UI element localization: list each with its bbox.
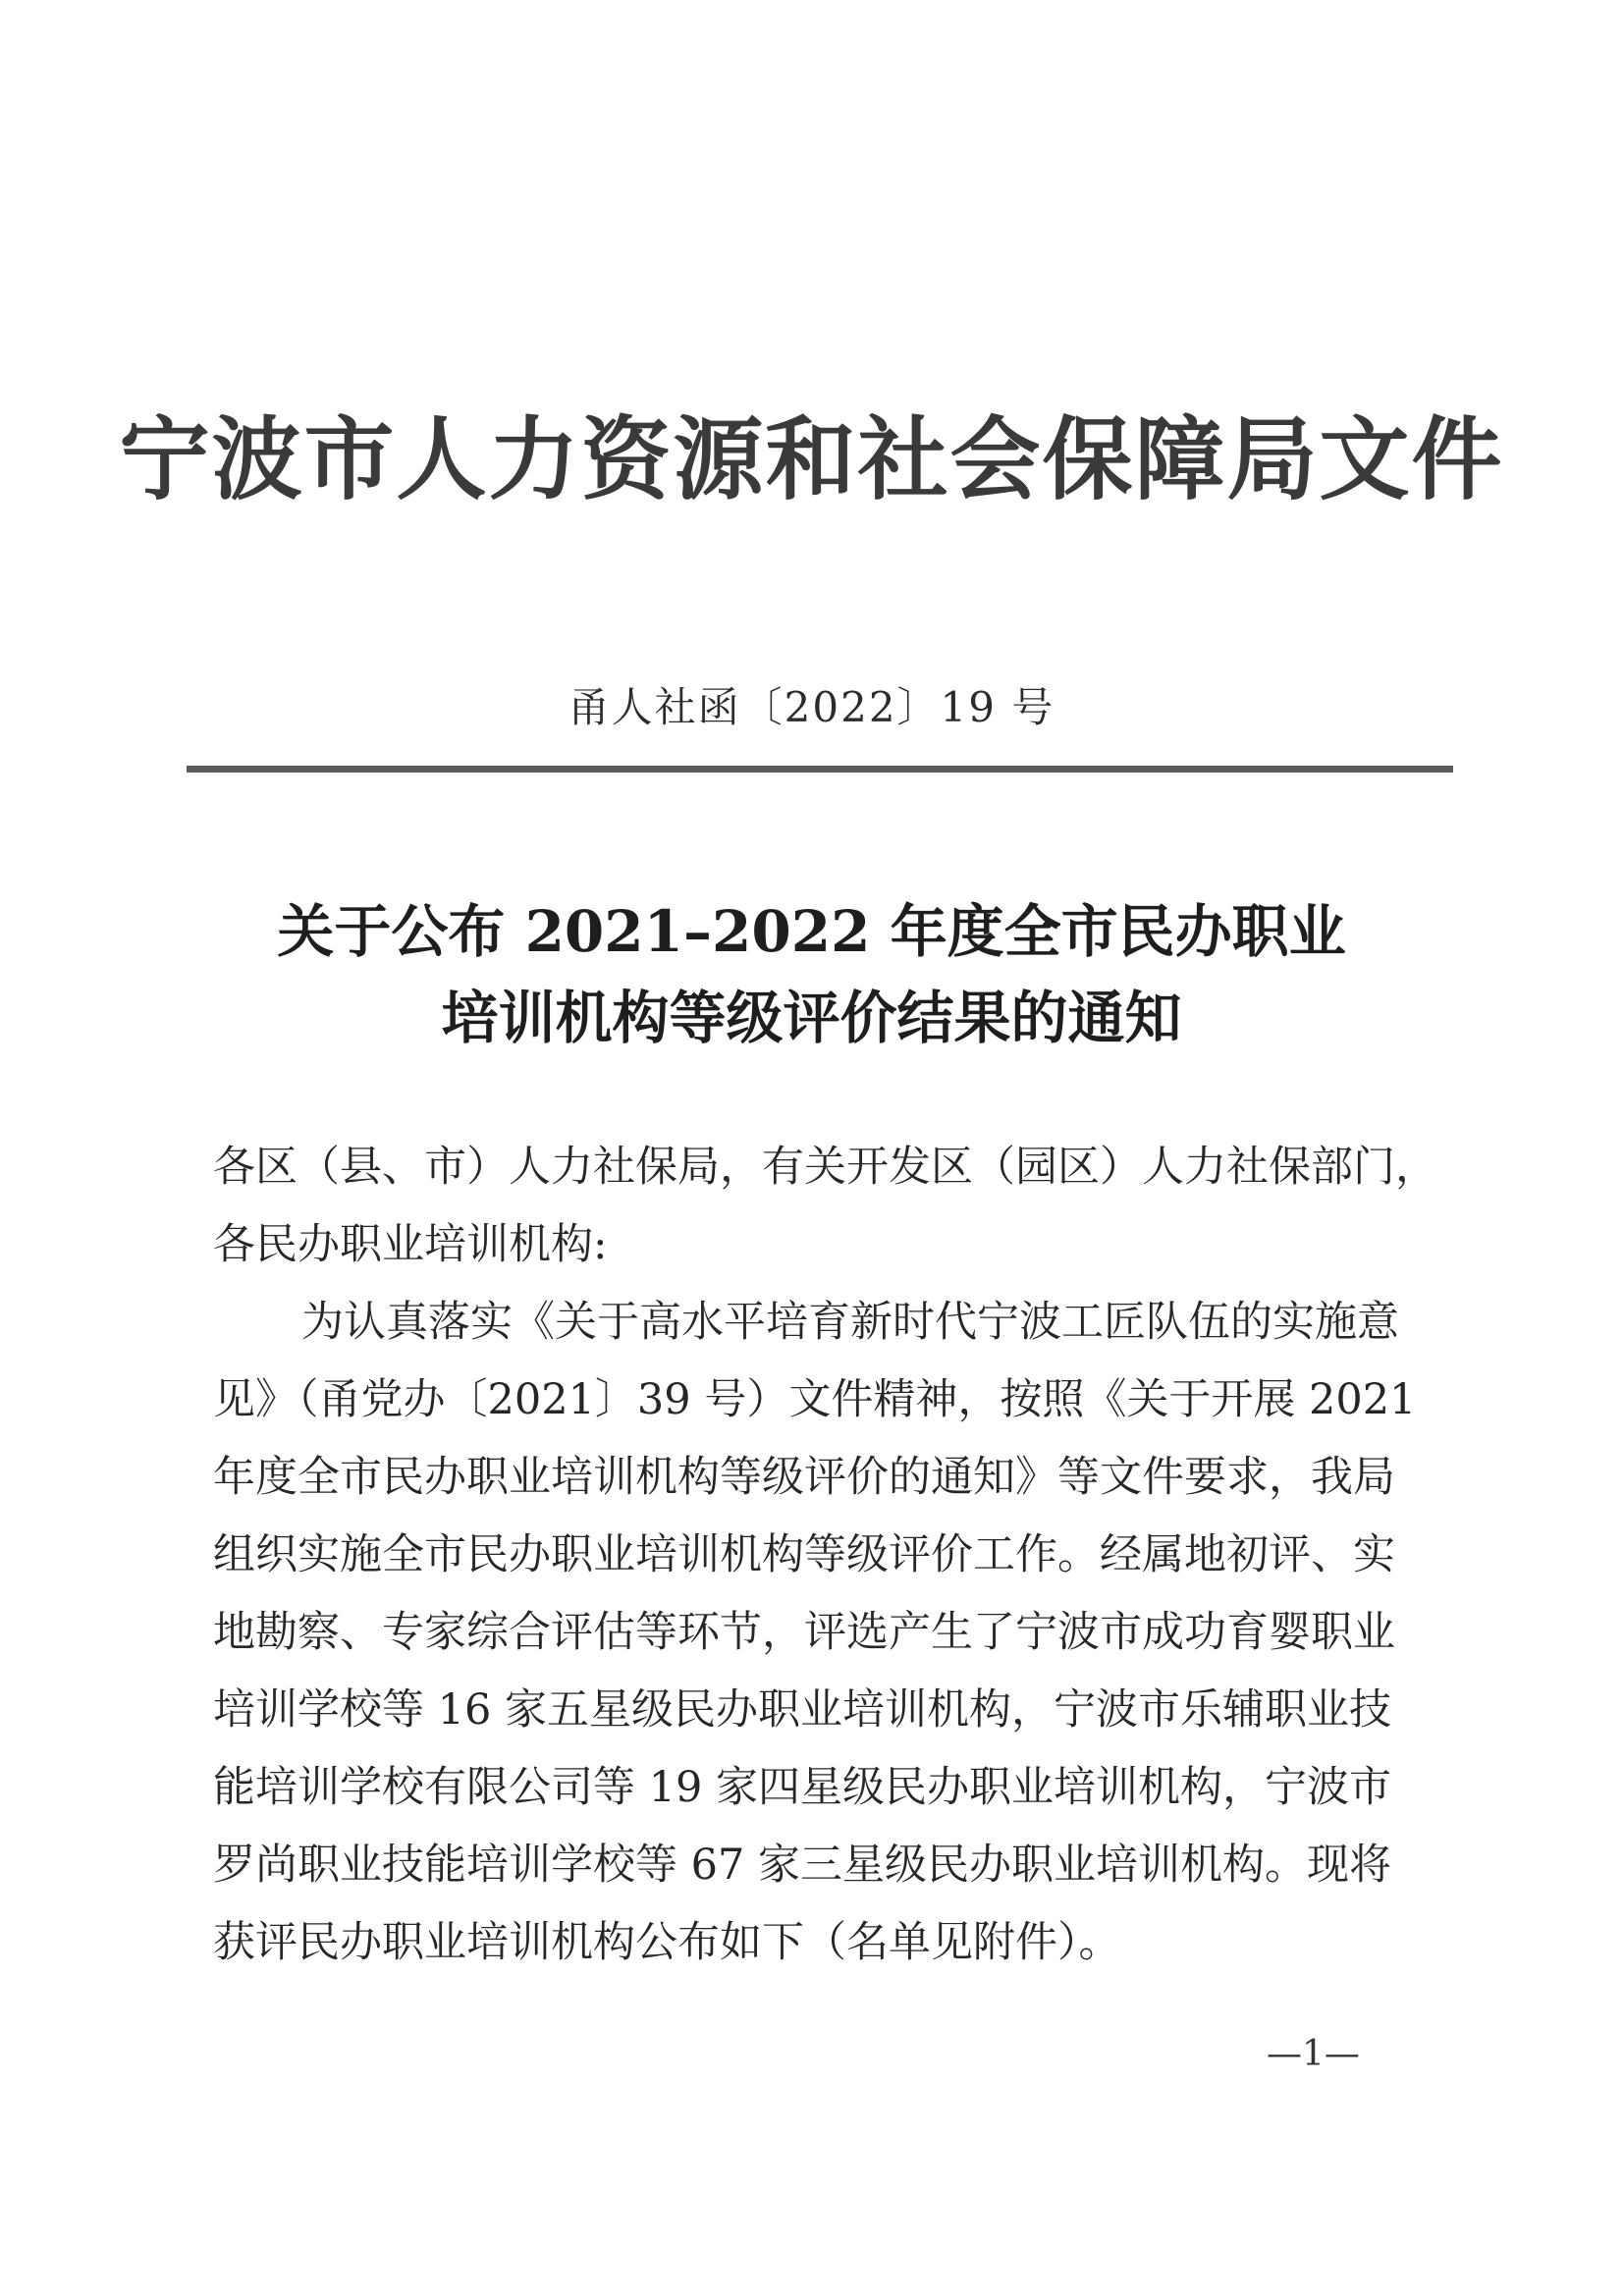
body-paragraph bbox=[213, 1284, 1431, 1982]
body-line: 年度全市民办职业培训机构等级评价的通知》等文件要求，我局 bbox=[213, 1453, 1395, 1502]
body-line: 地勘察、专家综合评估等环节，评选产生了宁波市成功育婴职业 bbox=[213, 1608, 1395, 1657]
body-line: 培训学校等 16 家五星级民办职业培训机构，宁波市乐辅职业技 bbox=[213, 1685, 1392, 1735]
body-line: 能培训学校有限公司等 19 家四星级民办职业培训机构，宁波市 bbox=[213, 1763, 1392, 1812]
page-number: —1— bbox=[1267, 2034, 1360, 2074]
document-number: 甬人社函〔2022〕19 号 bbox=[568, 683, 1055, 731]
notice-title-line-1: 关于公布 2021–2022 年度全市民办职业 bbox=[277, 898, 1346, 965]
body-line: 组织实施全市民办职业培训机构等级评价工作。经属地初评、实 bbox=[213, 1530, 1395, 1579]
recipients-block bbox=[213, 1129, 1437, 1284]
body-line: 见》（甬党办〔2021〕39 号）文件精神，按照《关于开展 2021 bbox=[213, 1375, 1417, 1424]
body-line: 获评民办职业培训机构公布如下（名单见附件）。 bbox=[213, 1918, 1121, 1967]
body-line: 为认真落实《关于高水平培育新时代宁波工匠队伍的实施意 bbox=[301, 1298, 1399, 1347]
header-divider bbox=[187, 766, 1453, 773]
recipients-line-1: 各区（县、市）人力社保局，有关开发区（园区）人力社保部门， bbox=[213, 1143, 1437, 1192]
body-line: 罗尚职业技能培训学校等 67 家三星级民办职业培训机构。现将 bbox=[213, 1841, 1392, 1890]
notice-title bbox=[0, 888, 1623, 1061]
agency-title: 宁波市人力资源和社会保障局文件 bbox=[119, 407, 1504, 512]
notice-title-line-2: 培训机构等级评价结果的通知 bbox=[441, 985, 1182, 1051]
recipients-line-2: 各民办职业培训机构: bbox=[213, 1220, 608, 1269]
